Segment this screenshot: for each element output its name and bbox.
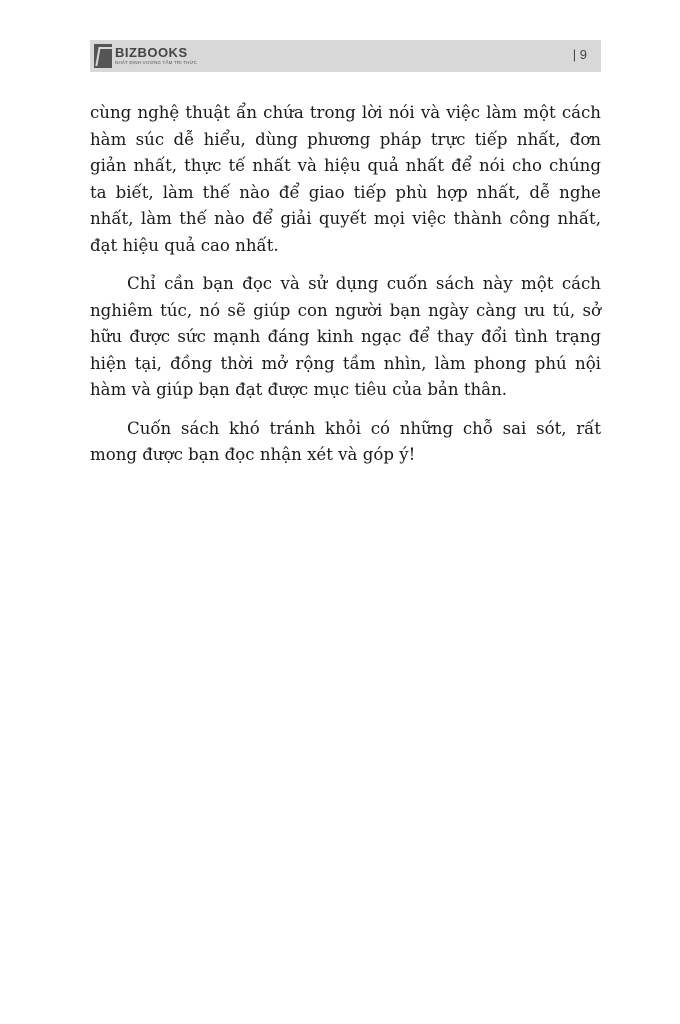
page-header <box>90 40 601 72</box>
page-body <box>90 100 601 481</box>
page-number: | 9 <box>572 47 587 62</box>
paragraph: Chỉ cần bạn đọc và sử dụng cuốn sách này một cách nghiêm túc, nó sẽ giúp con người bạn ngày càng ưu tú, sở hữu được sức mạnh đáng kinh ngạc để thay đổi tình trạng hiện tại, đồng thời mở rộng tầm nhìn, làm phong phú nội hàm và giúp bạn đạt được mục tiêu của bản thân. <box>90 274 601 399</box>
publisher-logo <box>94 43 197 69</box>
paragraph: Cuốn sách khó tránh khỏi có những chỗ sai sót, rất mong được bạn đọc nhận xét và góp ý! <box>90 418 601 464</box>
logo-icon <box>94 44 112 68</box>
paragraph: cùng nghệ thuật ẩn chứa trong lời nói và việc làm một cách hàm súc dễ hiểu, dùng phương pháp trực tiếp nhất, đơn giản nhất, thực tế nhất và hiệu quả nhất để nói cho chúng ta biết, làm thế nào để giao tiếp phù hợp nhất, dễ nghe nhất, làm thế nào để giải quyết mọi việc thành công nhất, đạt hiệu quả cao nhất. <box>90 103 601 255</box>
brand-tagline: NHẤT ĐỊNH VƯƠNG TẦM TRI THỨC <box>115 60 198 66</box>
logo-text <box>115 46 197 66</box>
brand-name: BIZBOOKS <box>115 45 188 61</box>
